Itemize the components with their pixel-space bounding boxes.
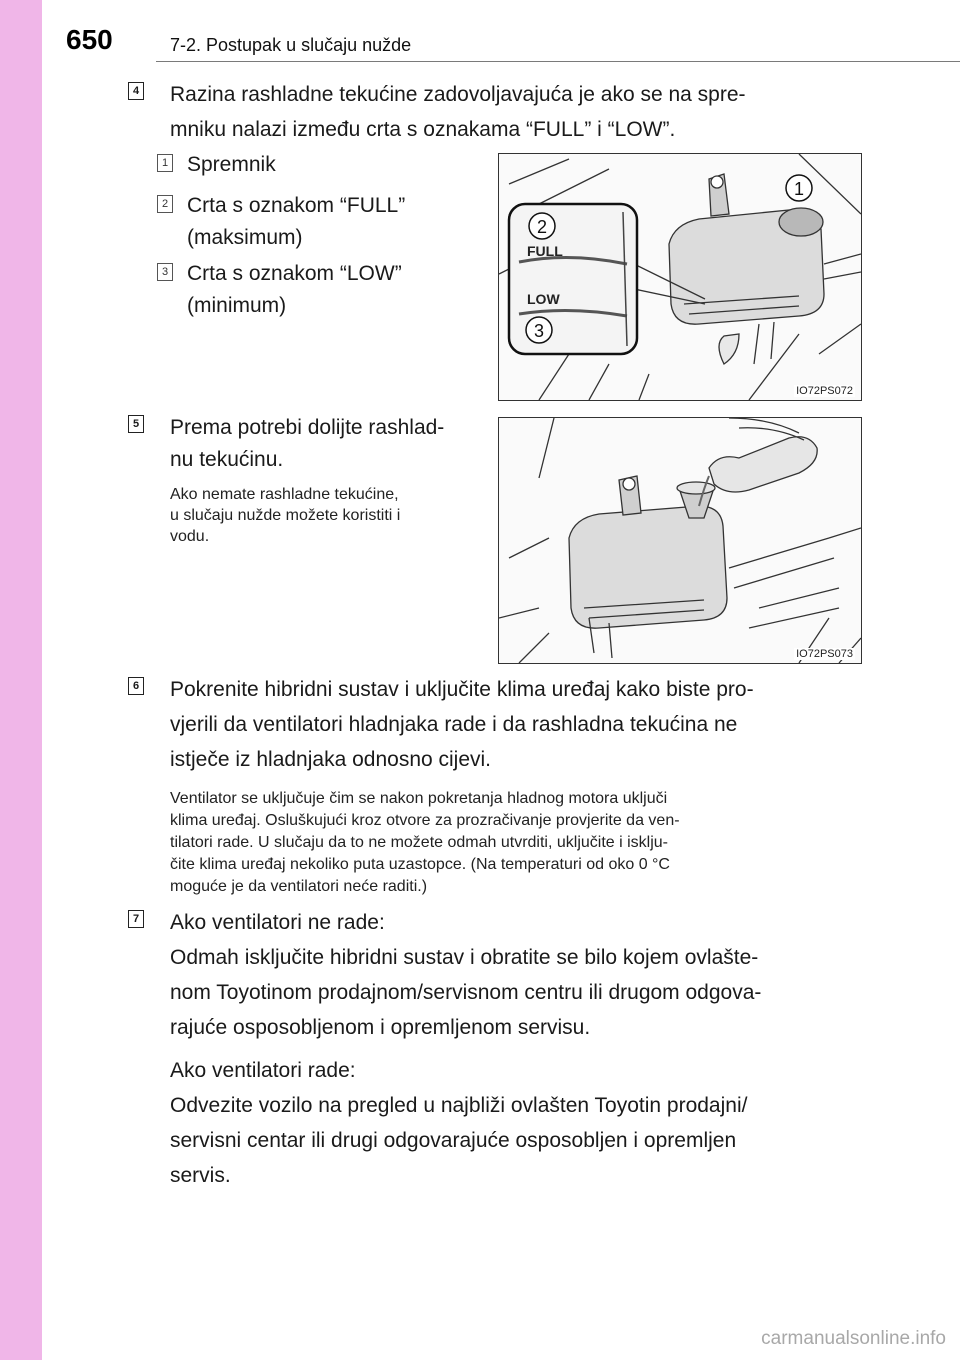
figure-callout-1: 1: [793, 179, 805, 199]
coolant-refill-figure: [498, 417, 862, 664]
step-7-p1-line-2: Odmah isključite hibridni sustav i obratite se bilo kojem ovlašte-: [170, 946, 759, 969]
item-number-3: 3: [157, 263, 173, 281]
step-6-note-line-5: moguće je da ventilatori neće raditi.): [170, 878, 428, 895]
page-header: [0, 0, 960, 70]
step-6-line-3: istječe iz hladnjaka odnosno cijevi.: [170, 748, 492, 771]
step-number-4: 4: [128, 82, 144, 100]
step-7-no-fans-heading: Ako ventilatori ne rade:: [170, 911, 385, 934]
step-5-note-line-1: Ako nemate rashladne tekućine,: [170, 486, 399, 503]
coolant-refill-illustration: [499, 418, 861, 663]
low-mark-label: LOW: [527, 291, 560, 307]
coolant-reservoir-illustration: [499, 154, 861, 400]
step-7-p2-line-2: Odvezite vozilo na pregled u najbliži ovlašten Toyotin prodajni/: [170, 1094, 748, 1117]
step-7-fans-ok-heading: Ako ventilatori rade:: [170, 1059, 356, 1082]
step-5-note-line-3: vodu.: [170, 528, 210, 545]
item-2-label-line-1: Crta s oznakom “FULL”: [187, 194, 406, 217]
coolant-reservoir-figure: [498, 153, 862, 401]
figure-code: IO72PS073: [796, 648, 853, 660]
watermark: carmanualsonline.info: [761, 1328, 946, 1349]
step-5-line-2: nu tekućinu.: [170, 448, 284, 471]
step-6-note-line-2: klima uređaj. Osluškujući kroz otvore za prozračivanje provjerite da ven-: [170, 812, 680, 829]
level-gauge-inset: [509, 204, 637, 354]
chapter-color-tab: [0, 0, 42, 1360]
item-3-label-line-2: (minimum): [187, 294, 287, 317]
item-number-1: 1: [157, 154, 173, 172]
step-6-line-2: vjerili da ventilatori hladnjaka rade i da rashladna tekućina ne: [170, 713, 738, 736]
item-1-label: Spremnik: [187, 153, 276, 176]
step-5-line-1: Prema potrebi dolijte rashlad-: [170, 416, 445, 439]
section-title: 7-2. Postupak u slučaju nužde: [170, 35, 412, 55]
item-2-label-line-2: (maksimum): [187, 226, 303, 249]
step-number-7: 7: [128, 910, 144, 928]
step-7-p1-line-3: nom Toyotinom prodajnom/servisnom centru ili drugom odgova-: [170, 981, 762, 1004]
step-6-line-1: Pokrenite hibridni sustav i uključite klima uređaj kako biste pro-: [170, 678, 754, 701]
step-number-6: 6: [128, 677, 144, 695]
figure-callout-3: 3: [533, 321, 545, 341]
step-5-note-line-2: u slučaju nužde možete koristiti i: [170, 507, 401, 524]
figure-callout-2: 2: [536, 217, 548, 237]
page-number: 650: [66, 24, 113, 55]
step-6-note-line-1: Ventilator se uključuje čim se nakon pokretanja hladnog motora uključi: [170, 790, 668, 807]
step-7-p2-line-4: servis.: [170, 1164, 231, 1187]
item-3-label-line-1: Crta s oznakom “LOW”: [187, 262, 402, 285]
item-number-2: 2: [157, 195, 173, 213]
full-mark-label: FULL: [527, 243, 563, 259]
step-7-p2-line-3: servisni centar ili drugi odgovarajuće osposobljen i opremljen: [170, 1129, 737, 1152]
header-rule: [156, 61, 960, 62]
figure-code: IO72PS072: [796, 385, 853, 397]
step-6-note-line-3: tilatori rade. U slučaju da to ne možete odmah utvrditi, uključite i isklju-: [170, 834, 668, 851]
step-4-line-2: mniku nalazi između crta s oznakama “FULL” i “LOW”.: [170, 118, 676, 141]
step-7-p1-line-4: rajuće osposobljenom i opremljenom servisu.: [170, 1016, 591, 1039]
step-4-line-1: Razina rashladne tekućine zadovoljavajuća je ako se na spre-: [170, 83, 746, 106]
step-6-note-line-4: čite klima uređaj nekoliko puta uzastopce. (Na temperaturi od oko 0 °C: [170, 856, 670, 873]
step-number-5: 5: [128, 415, 144, 433]
